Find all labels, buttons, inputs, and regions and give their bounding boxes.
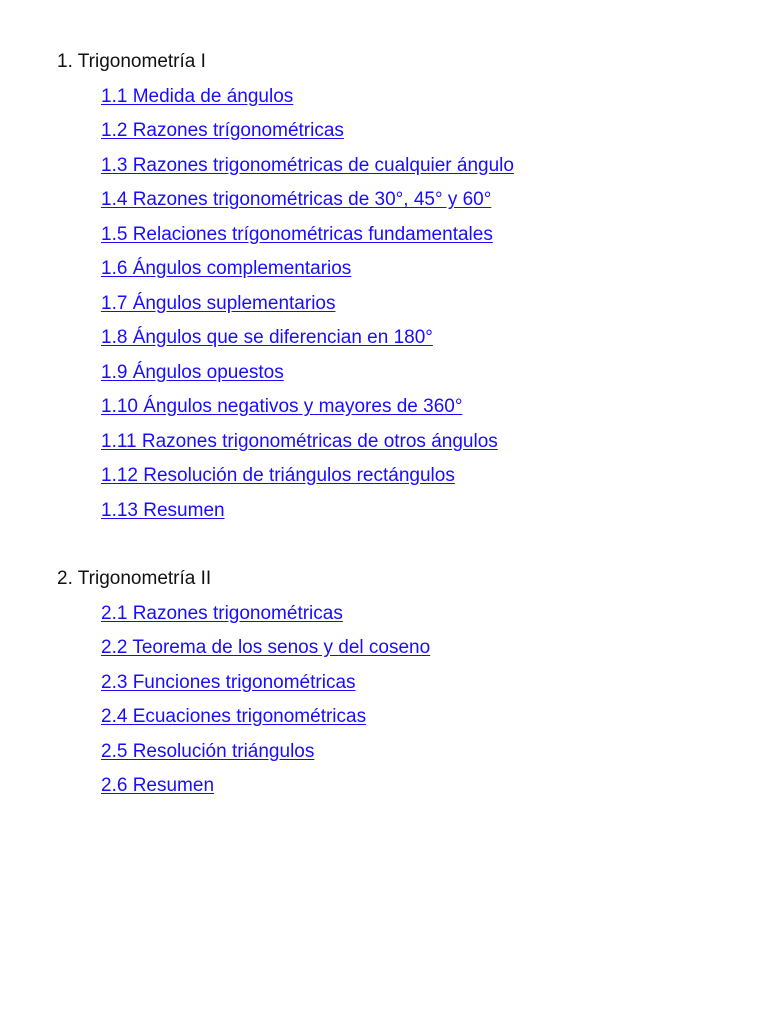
topic-link-1-12[interactable]: 1.12 Resolución de triángulos rectángulos: [101, 465, 455, 486]
section-trigonometria-1: [0, 50, 768, 533]
list-item: [101, 636, 768, 671]
topic-link-1-5[interactable]: 1.5 Relaciones trígonométricas fundamentales: [101, 223, 493, 245]
section-title: 1. Trigonometría I: [57, 51, 206, 72]
topic-link-1-2[interactable]: 1.2 Razones trígonométricas: [101, 120, 344, 141]
topic-link-2-3[interactable]: 2.3 Funciones trigonométricas: [101, 671, 356, 693]
list-item: [101, 326, 768, 361]
list-item: [101, 119, 768, 154]
list-item: [101, 705, 768, 740]
topic-link-2-4[interactable]: 2.4 Ecuaciones trigonométricas: [101, 706, 367, 727]
list-item: [101, 430, 768, 465]
section-trigonometria-2: [0, 567, 768, 809]
topic-list: [0, 602, 768, 809]
list-item: [101, 85, 768, 120]
list-item: [101, 671, 768, 706]
topic-link-1-8[interactable]: 1.8 Ángulos que se diferencian en 180°: [101, 327, 433, 348]
topic-link-2-1[interactable]: 2.1 Razones trigonométricas: [101, 602, 343, 624]
topic-link-1-4[interactable]: 1.4 Razones trigonométricas de 30°, 45° y 60°: [101, 189, 492, 210]
list-item: [101, 188, 768, 223]
list-item: [101, 774, 768, 809]
section-title: 2. Trigonometría II: [57, 568, 212, 589]
topic-link-2-2[interactable]: 2.2 Teorema de los senos y del coseno: [101, 637, 431, 658]
topic-list: [0, 85, 768, 534]
list-item: [101, 257, 768, 292]
topic-link-1-3[interactable]: 1.3 Razones trigonométricas de cualquier ángulo: [101, 154, 514, 176]
list-item: [101, 464, 768, 499]
topic-link-1-7[interactable]: 1.7 Ángulos suplementarios: [101, 292, 336, 314]
topic-link-1-11[interactable]: 1.11 Razones trigonométricas de otros ángulos: [101, 430, 498, 452]
list-item: [101, 499, 768, 534]
list-item: [101, 740, 768, 775]
topic-link-1-9[interactable]: 1.9 Ángulos opuestos: [101, 361, 284, 383]
topic-link-2-6[interactable]: 2.6 Resumen: [101, 775, 215, 796]
list-item: [101, 223, 768, 258]
list-item: [101, 154, 768, 189]
topic-link-1-6[interactable]: 1.6 Ángulos complementarios: [101, 258, 352, 279]
topic-link-2-5[interactable]: 2.5 Resolución triángulos: [101, 740, 315, 762]
list-item: [101, 292, 768, 327]
list-item: [101, 395, 768, 430]
list-item: [101, 602, 768, 637]
topic-link-1-13[interactable]: 1.13 Resumen: [101, 499, 225, 521]
topic-link-1-10[interactable]: 1.10 Ángulos negativos y mayores de 360°: [101, 396, 463, 417]
topic-link-1-1[interactable]: 1.1 Medida de ángulos: [101, 85, 294, 107]
list-item: [101, 361, 768, 396]
